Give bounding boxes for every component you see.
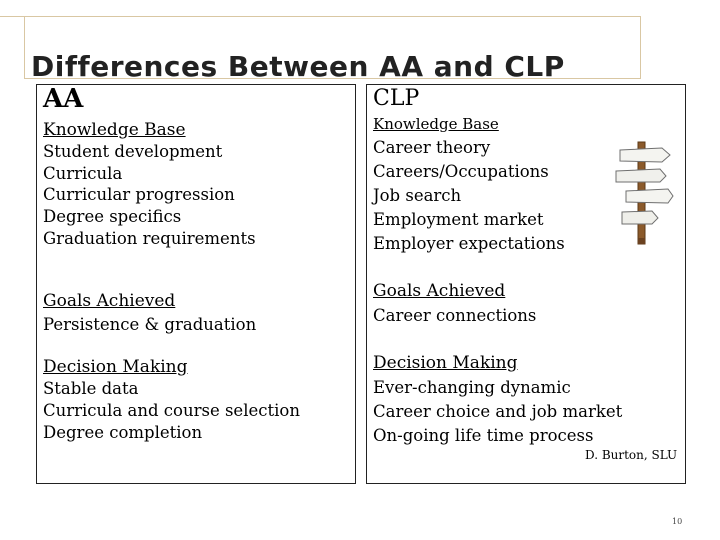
clp-decision-item: On-going life time process: [373, 426, 594, 445]
signpost-icon: [612, 138, 674, 248]
frame-line-right: [640, 16, 641, 78]
aa-knowledge-item: Student development: [43, 142, 223, 161]
aa-decision-item: Curricula and course selection: [43, 401, 300, 420]
page-number: 10: [672, 517, 683, 526]
clp-decision-item: Career choice and job market: [373, 402, 623, 421]
aa-knowledge-item: Degree specifics: [43, 207, 182, 226]
aa-knowledge-item: Curricula: [43, 164, 123, 183]
aa-decision-heading: Decision Making: [43, 357, 188, 377]
aa-knowledge-item: Graduation requirements: [43, 229, 256, 248]
credit-text: D. Burton, SLU: [585, 448, 678, 462]
clp-header: CLP: [373, 86, 420, 111]
aa-header: AA: [43, 84, 84, 114]
aa-knowledge-item: Curricular progression: [43, 185, 235, 204]
frame-line-left: [24, 16, 25, 78]
clp-knowledge-item: Employment market: [373, 210, 544, 229]
clp-goals-heading: Goals Achieved: [373, 281, 506, 301]
clp-knowledge-item: Job search: [373, 186, 462, 205]
clp-decision-heading: Decision Making: [373, 353, 518, 373]
aa-decision-item: Stable data: [43, 379, 139, 398]
aa-knowledge-heading: Knowledge Base: [43, 120, 186, 140]
aa-goals-item: Persistence & graduation: [43, 315, 257, 334]
aa-decision-item: Degree completion: [43, 423, 203, 442]
clp-knowledge-item: Career theory: [373, 138, 491, 157]
clp-decision-item: Ever-changing dynamic: [373, 378, 571, 397]
clp-goals-item: Career connections: [373, 306, 537, 325]
frame-line-top: [0, 16, 640, 17]
clp-knowledge-item: Employer expectations: [373, 234, 565, 253]
clp-knowledge-heading: Knowledge Base: [373, 115, 499, 133]
aa-goals-heading: Goals Achieved: [43, 291, 176, 311]
clp-knowledge-item: Careers/Occupations: [373, 162, 549, 181]
slide-title: Differences Between AA and CLP: [31, 50, 565, 83]
